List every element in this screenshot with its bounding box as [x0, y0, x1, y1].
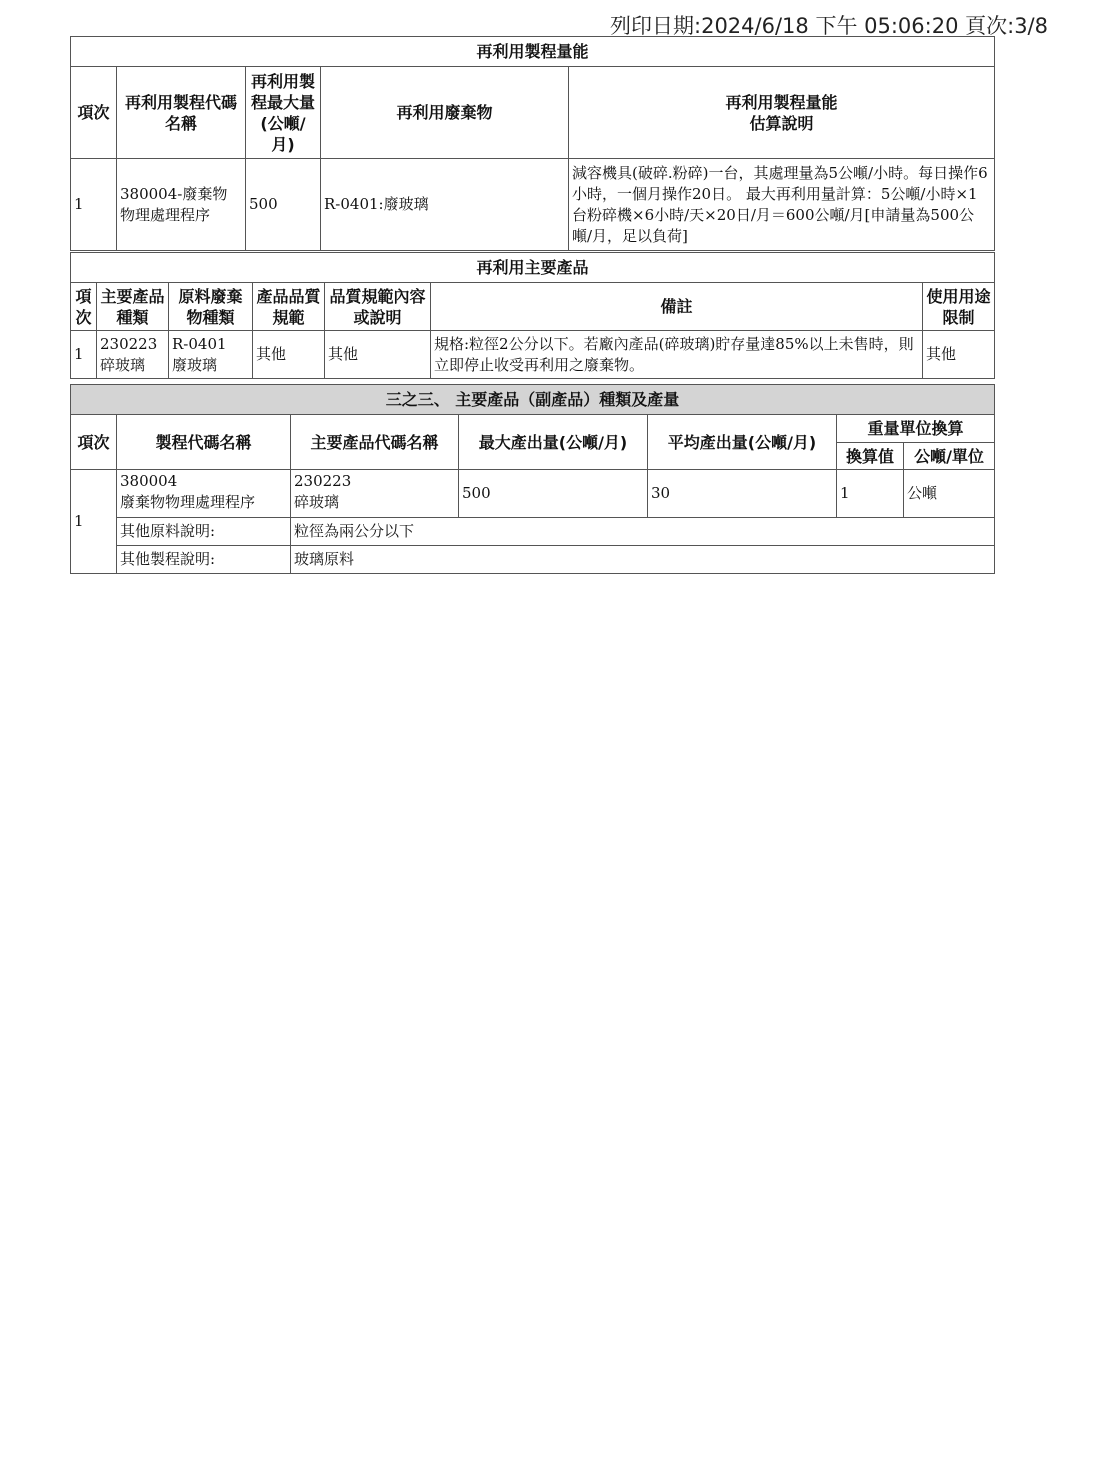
cell-avg-out: 30	[648, 470, 837, 518]
page-number: 頁次:3/8	[965, 14, 1048, 38]
cell-usage: 其他	[923, 331, 995, 379]
cell-max-out: 500	[459, 470, 648, 518]
cell-product: 230223 碎玻璃	[291, 470, 459, 518]
cell-item: 1	[71, 331, 97, 379]
col-waste: 再利用廢棄物	[321, 67, 569, 159]
other-raw-value: 粒徑為兩公分以下	[291, 518, 995, 546]
cell-product-type: 230223 碎玻璃	[97, 331, 169, 379]
cell-item: 1	[71, 159, 117, 251]
col-process: 再利用製程代碼名稱	[117, 67, 246, 159]
col-conv: 重量單位換算	[837, 415, 995, 443]
cell-waste: R-0401:廢玻璃	[321, 159, 569, 251]
cell-remark: 規格:粒徑2公分以下。若廠內產品(碎玻璃)貯存量達85%以上未售時，則立即停止收受再利用之廢棄物。	[431, 331, 923, 379]
col-desc: 再利用製程量能 估算說明	[569, 67, 995, 159]
output-table	[70, 384, 995, 574]
col-spec: 產品品質規範	[253, 283, 325, 331]
col-remark: 備註	[431, 283, 923, 331]
col-usage: 使用用途限制	[923, 283, 995, 331]
other-raw-label: 其他原料說明:	[117, 518, 291, 546]
other-process-label: 其他製程說明:	[117, 546, 291, 574]
cell-process: 380004 廢棄物物理處理程序	[117, 470, 291, 518]
print-date: 列印日期:2024/6/18 下午 05:06:20	[610, 14, 959, 38]
col-conv-unit: 公噸/單位	[904, 443, 995, 470]
col-item: 項次	[71, 415, 117, 470]
cell-process: 380004-廢棄物物理處理程序	[117, 159, 246, 251]
other-process-value: 玻璃原料	[291, 546, 995, 574]
cell-max: 500	[246, 159, 321, 251]
col-max: 再利用製程最大量(公噸/月)	[246, 67, 321, 159]
col-product-type: 主要產品種類	[97, 283, 169, 331]
cell-desc: 減容機具(破碎.粉碎)一台，其處理量為5公噸/小時。每日操作6小時，一個月操作20日。 最大再利用量計算：5公噸/小時×1台粉碎機×6小時/天×20日/月＝600公噸/月[申請量為500公噸/月，足以負荷]	[569, 159, 995, 251]
col-max-out: 最大產出量(公噸/月)	[459, 415, 648, 470]
col-spec-desc: 品質規範內容或說明	[325, 283, 431, 331]
col-process: 製程代碼名稱	[117, 415, 291, 470]
cell-raw-waste: R-0401 廢玻璃	[169, 331, 253, 379]
col-product: 主要產品代碼名稱	[291, 415, 459, 470]
cell-conv-value: 1	[837, 470, 904, 518]
cell-item: 1	[71, 470, 117, 574]
col-conv-value: 換算值	[837, 443, 904, 470]
capacity-table	[70, 36, 995, 251]
cell-spec: 其他	[253, 331, 325, 379]
col-item: 項次	[71, 283, 97, 331]
cell-conv-unit: 公噸	[904, 470, 995, 518]
products-title: 再利用主要產品	[71, 253, 995, 283]
col-raw-waste: 原料廢棄物種類	[169, 283, 253, 331]
col-avg-out: 平均產出量(公噸/月)	[648, 415, 837, 470]
col-item: 項次	[71, 67, 117, 159]
cell-spec-desc: 其他	[325, 331, 431, 379]
output-title: 三之三、 主要產品（副產品）種類及產量	[71, 385, 995, 415]
capacity-title: 再利用製程量能	[71, 37, 995, 67]
products-table	[70, 252, 995, 379]
